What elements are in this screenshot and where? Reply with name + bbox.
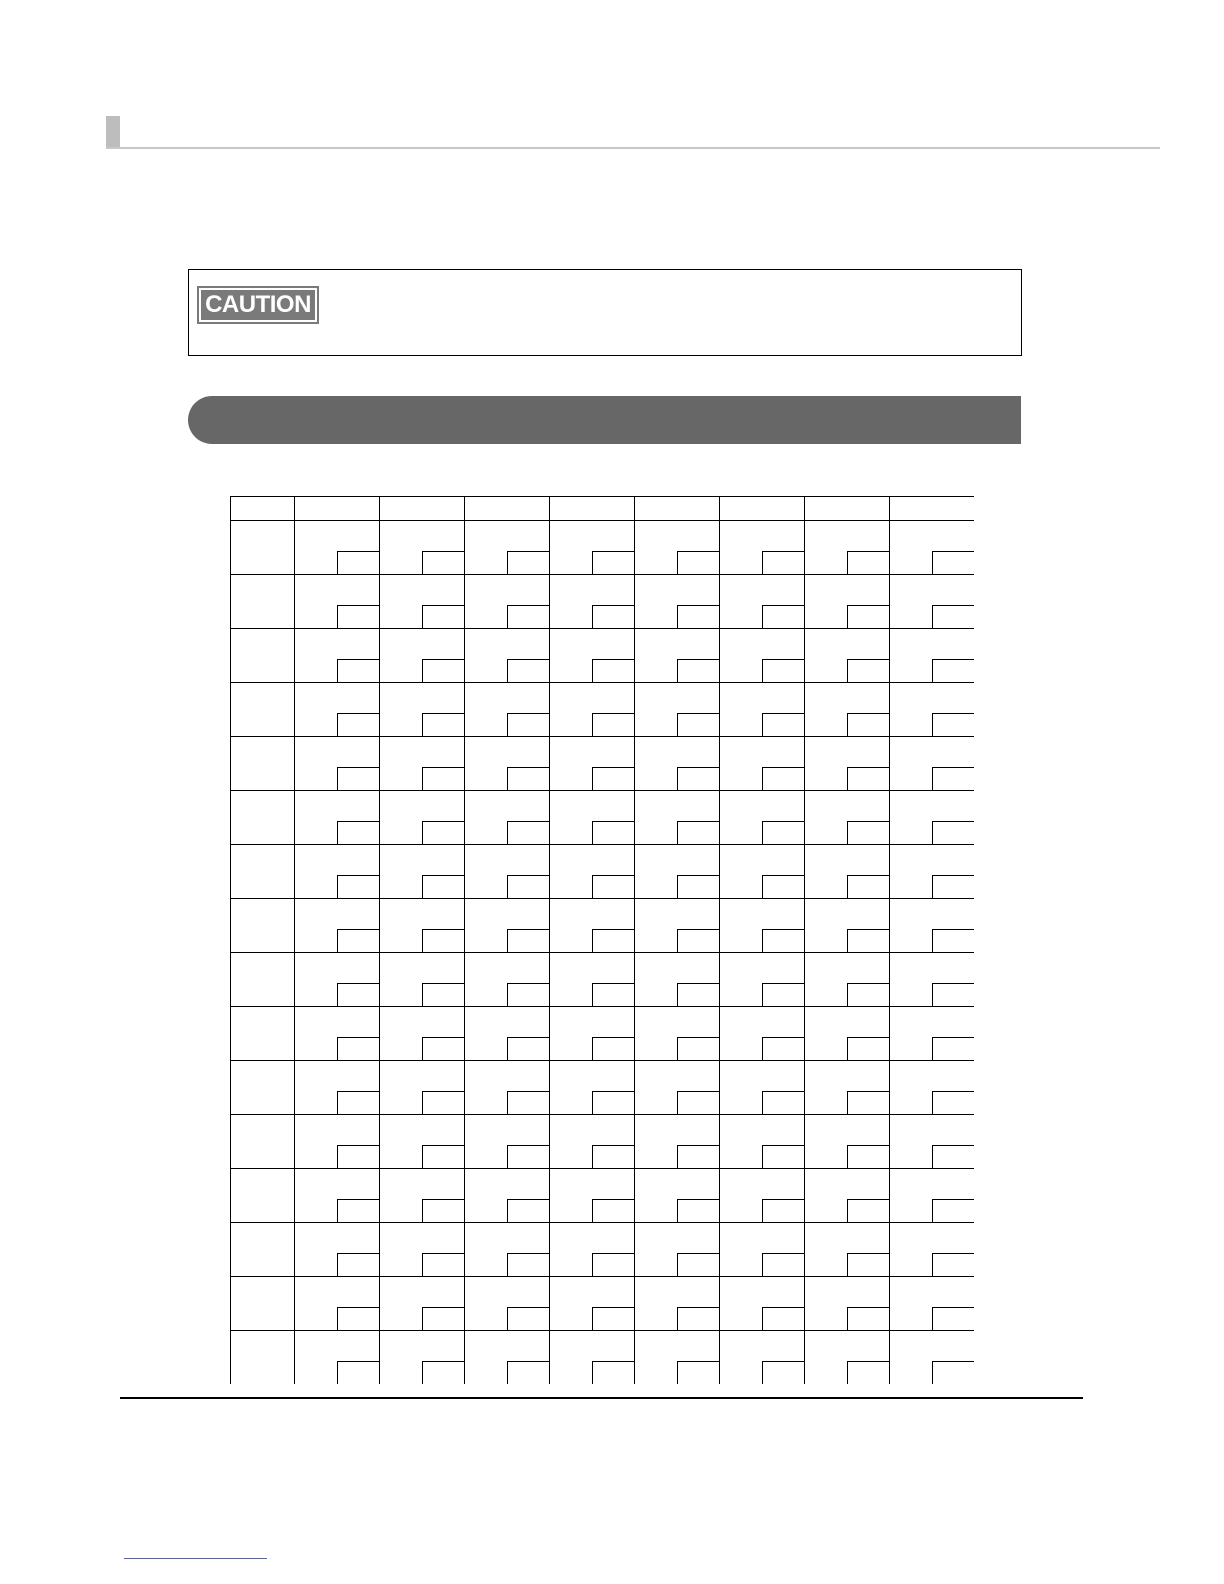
table-cell-code-box	[933, 876, 975, 899]
footer-rule	[120, 1397, 1083, 1399]
table-cell-code-box	[933, 930, 975, 953]
table-cell-code-box	[593, 768, 635, 791]
table-cell-code-box	[848, 930, 890, 953]
table-cell-code-box	[678, 606, 720, 629]
table-row-header-cell	[231, 1007, 295, 1061]
table-cell-code-box	[678, 1038, 720, 1061]
caution-badge	[197, 286, 319, 324]
table-cell-code-box	[848, 714, 890, 737]
table-cell-code-box	[423, 714, 465, 737]
table-cell-code-box	[423, 1254, 465, 1277]
table-cell-code-box	[933, 1092, 975, 1115]
table-cell	[890, 683, 975, 737]
table-cell-code-box	[848, 1038, 890, 1061]
table-cell-code-box	[678, 822, 720, 845]
table-cell-code-box	[338, 1146, 380, 1169]
footer-link-underline	[124, 1558, 267, 1559]
table-cell-code-box	[508, 822, 550, 845]
table-cell-code-box	[338, 876, 380, 899]
table-cell-code-box	[933, 714, 975, 737]
table-cell	[890, 629, 975, 683]
table-cell-code-box	[763, 1146, 805, 1169]
table-cell	[890, 1223, 975, 1277]
section-heading-marker	[106, 116, 120, 147]
table-cell	[890, 1331, 975, 1385]
table-cell-code-box	[678, 1146, 720, 1169]
table-cell-code-box	[423, 768, 465, 791]
table-cell-code-box	[508, 660, 550, 683]
table-cell-code-box	[678, 1092, 720, 1115]
table-row-header-cell	[231, 1223, 295, 1277]
table-cell-code-box	[933, 1362, 975, 1385]
table-cell-code-box	[848, 1092, 890, 1115]
table-cell-code-box	[338, 606, 380, 629]
table-cell	[890, 1061, 975, 1115]
table-cell-code-box	[678, 876, 720, 899]
table-cell-code-box	[763, 1038, 805, 1061]
table-cell-code-box	[933, 822, 975, 845]
table-cell-code-box	[423, 1146, 465, 1169]
table-cell-code-box	[763, 552, 805, 575]
table-header-corner-cell	[231, 497, 295, 521]
table-cell-code-box	[763, 1362, 805, 1385]
table-cell-code-box	[763, 606, 805, 629]
table-cell	[890, 737, 975, 791]
table-cell-code-box	[848, 1200, 890, 1223]
table-cell-code-box	[423, 822, 465, 845]
table-cell-code-box	[338, 768, 380, 791]
table-cell-code-box	[678, 552, 720, 575]
table-cell-code-box	[508, 552, 550, 575]
table-cell	[890, 1169, 975, 1223]
table-cell-code-box	[338, 930, 380, 953]
table-cell-code-box	[508, 1092, 550, 1115]
table-cell-code-box	[933, 660, 975, 683]
table-header-cell	[295, 497, 380, 521]
table-cell-code-box	[763, 1308, 805, 1331]
table-cell-code-box	[848, 606, 890, 629]
caution-note	[188, 269, 1022, 356]
table-cell-code-box	[848, 876, 890, 899]
table-cell-code-box	[593, 1308, 635, 1331]
table-cell-code-box	[338, 822, 380, 845]
table-cell-code-box	[508, 714, 550, 737]
table-row-header-cell	[231, 737, 295, 791]
table-cell	[890, 1277, 975, 1331]
table-cell-code-box	[933, 552, 975, 575]
table-cell-code-box	[423, 1362, 465, 1385]
table-cell-code-box	[338, 1038, 380, 1061]
table-cell-code-box	[933, 984, 975, 1007]
table-cell-code-box	[338, 660, 380, 683]
table-cell-code-box	[508, 984, 550, 1007]
table-cell-code-box	[423, 552, 465, 575]
table-cell-code-box	[423, 1038, 465, 1061]
table-cell-code-box	[423, 930, 465, 953]
table-cell	[890, 1007, 975, 1061]
table-row-header-cell	[231, 1061, 295, 1115]
table-cell-code-box	[678, 1308, 720, 1331]
table-row-header-cell	[231, 629, 295, 683]
table-cell-code-box	[423, 606, 465, 629]
table-header-cell	[380, 497, 465, 521]
table-cell-code-box	[508, 1362, 550, 1385]
table-row-header-cell	[231, 845, 295, 899]
table-cell-code-box	[763, 768, 805, 791]
table-cell-code-box	[338, 714, 380, 737]
table-cell-code-box	[678, 714, 720, 737]
table-cell-code-box	[423, 660, 465, 683]
table-row-header-cell	[231, 521, 295, 575]
table-cell-code-box	[933, 1038, 975, 1061]
table-cell-code-box	[593, 876, 635, 899]
table-cell-code-box	[933, 1146, 975, 1169]
table-cell-code-box	[338, 1254, 380, 1277]
table-cell-code-box	[508, 1146, 550, 1169]
table-cell-code-box	[338, 552, 380, 575]
table-cell-code-box	[508, 876, 550, 899]
table-cell-code-box	[338, 1362, 380, 1385]
table-cell-code-box	[338, 1308, 380, 1331]
table-cell	[890, 845, 975, 899]
table-cell-code-box	[848, 1362, 890, 1385]
table-cell-code-box	[508, 606, 550, 629]
table-cell-code-box	[423, 876, 465, 899]
table-cell-code-box	[763, 1092, 805, 1115]
table-cell-code-box	[593, 1362, 635, 1385]
table-cell-code-box	[593, 1038, 635, 1061]
table-cell-code-box	[933, 606, 975, 629]
table-cell-code-box	[763, 876, 805, 899]
table-row-header-cell	[231, 575, 295, 629]
table-cell-code-box	[338, 984, 380, 1007]
table-cell-code-box	[593, 714, 635, 737]
table-cell-code-box	[593, 552, 635, 575]
table-cell-code-box	[678, 1254, 720, 1277]
table-row-header-cell	[231, 1277, 295, 1331]
table-cell-code-box	[593, 822, 635, 845]
table-cell-code-box	[848, 984, 890, 1007]
table-cell-code-box	[508, 1254, 550, 1277]
subsection-title-bar	[188, 396, 1021, 444]
table-cell-code-box	[763, 822, 805, 845]
table-cell-code-box	[848, 660, 890, 683]
table-cell	[890, 1115, 975, 1169]
table-row-header-cell	[231, 1169, 295, 1223]
table-row-header-cell	[231, 1115, 295, 1169]
table-cell-code-box	[933, 1200, 975, 1223]
table-row-header-cell	[231, 791, 295, 845]
table-cell	[890, 899, 975, 953]
caution-badge-label: CAUTION	[205, 291, 311, 318]
table-cell-code-box	[593, 660, 635, 683]
table-cell-code-box	[423, 1092, 465, 1115]
table-cell-code-box	[763, 930, 805, 953]
table-cell-code-box	[593, 1200, 635, 1223]
table-cell-code-box	[508, 768, 550, 791]
section-heading-rule	[106, 147, 1160, 149]
table-cell-code-box	[593, 930, 635, 953]
table-row-header-cell	[231, 953, 295, 1007]
table-cell-code-box	[763, 714, 805, 737]
table-cell-code-box	[933, 1254, 975, 1277]
table-cell-code-box	[763, 1200, 805, 1223]
table-cell-code-box	[678, 660, 720, 683]
table-cell-code-box	[338, 1092, 380, 1115]
table-cell	[890, 521, 975, 575]
table-cell-code-box	[423, 1200, 465, 1223]
table-cell	[890, 575, 975, 629]
table-header-cell	[465, 497, 550, 521]
table-cell-code-box	[593, 984, 635, 1007]
table-header-cell	[805, 497, 890, 521]
table-cell-code-box	[933, 1308, 975, 1331]
table-cell-code-box	[338, 1200, 380, 1223]
table-cell	[890, 953, 975, 1007]
table-row-header-cell	[231, 899, 295, 953]
table-cell-code-box	[763, 660, 805, 683]
table-cell-code-box	[763, 1254, 805, 1277]
table-cell-code-box	[508, 930, 550, 953]
table-cell-code-box	[848, 768, 890, 791]
table-row-header-cell	[231, 1331, 295, 1385]
table-header-cell	[720, 497, 805, 521]
table-cell-code-box	[848, 1254, 890, 1277]
table-header-cell	[890, 497, 975, 521]
table-cell-code-box	[508, 1038, 550, 1061]
table-cell-code-box	[423, 1308, 465, 1331]
table-cell-code-box	[593, 1254, 635, 1277]
table-header-cell	[550, 497, 635, 521]
table-cell-code-box	[508, 1200, 550, 1223]
table-cell-code-box	[593, 1092, 635, 1115]
table-cell-code-box	[593, 606, 635, 629]
table-row-header-cell	[231, 683, 295, 737]
table-cell-code-box	[848, 1146, 890, 1169]
table-cell-code-box	[848, 822, 890, 845]
table-cell-code-box	[423, 984, 465, 1007]
table-cell-code-box	[678, 1362, 720, 1385]
table-cell-code-box	[763, 984, 805, 1007]
table-cell	[890, 791, 975, 845]
table-cell-code-box	[848, 552, 890, 575]
table-cell-code-box	[933, 768, 975, 791]
table-cell-code-box	[678, 984, 720, 1007]
table-cell-code-box	[848, 1308, 890, 1331]
table-header-cell	[635, 497, 720, 521]
table-cell-code-box	[508, 1308, 550, 1331]
table-cell-code-box	[678, 930, 720, 953]
table-cell-code-box	[678, 1200, 720, 1223]
table-cell-code-box	[678, 768, 720, 791]
table-cell-code-box	[593, 1146, 635, 1169]
character-code-table	[230, 496, 974, 1384]
